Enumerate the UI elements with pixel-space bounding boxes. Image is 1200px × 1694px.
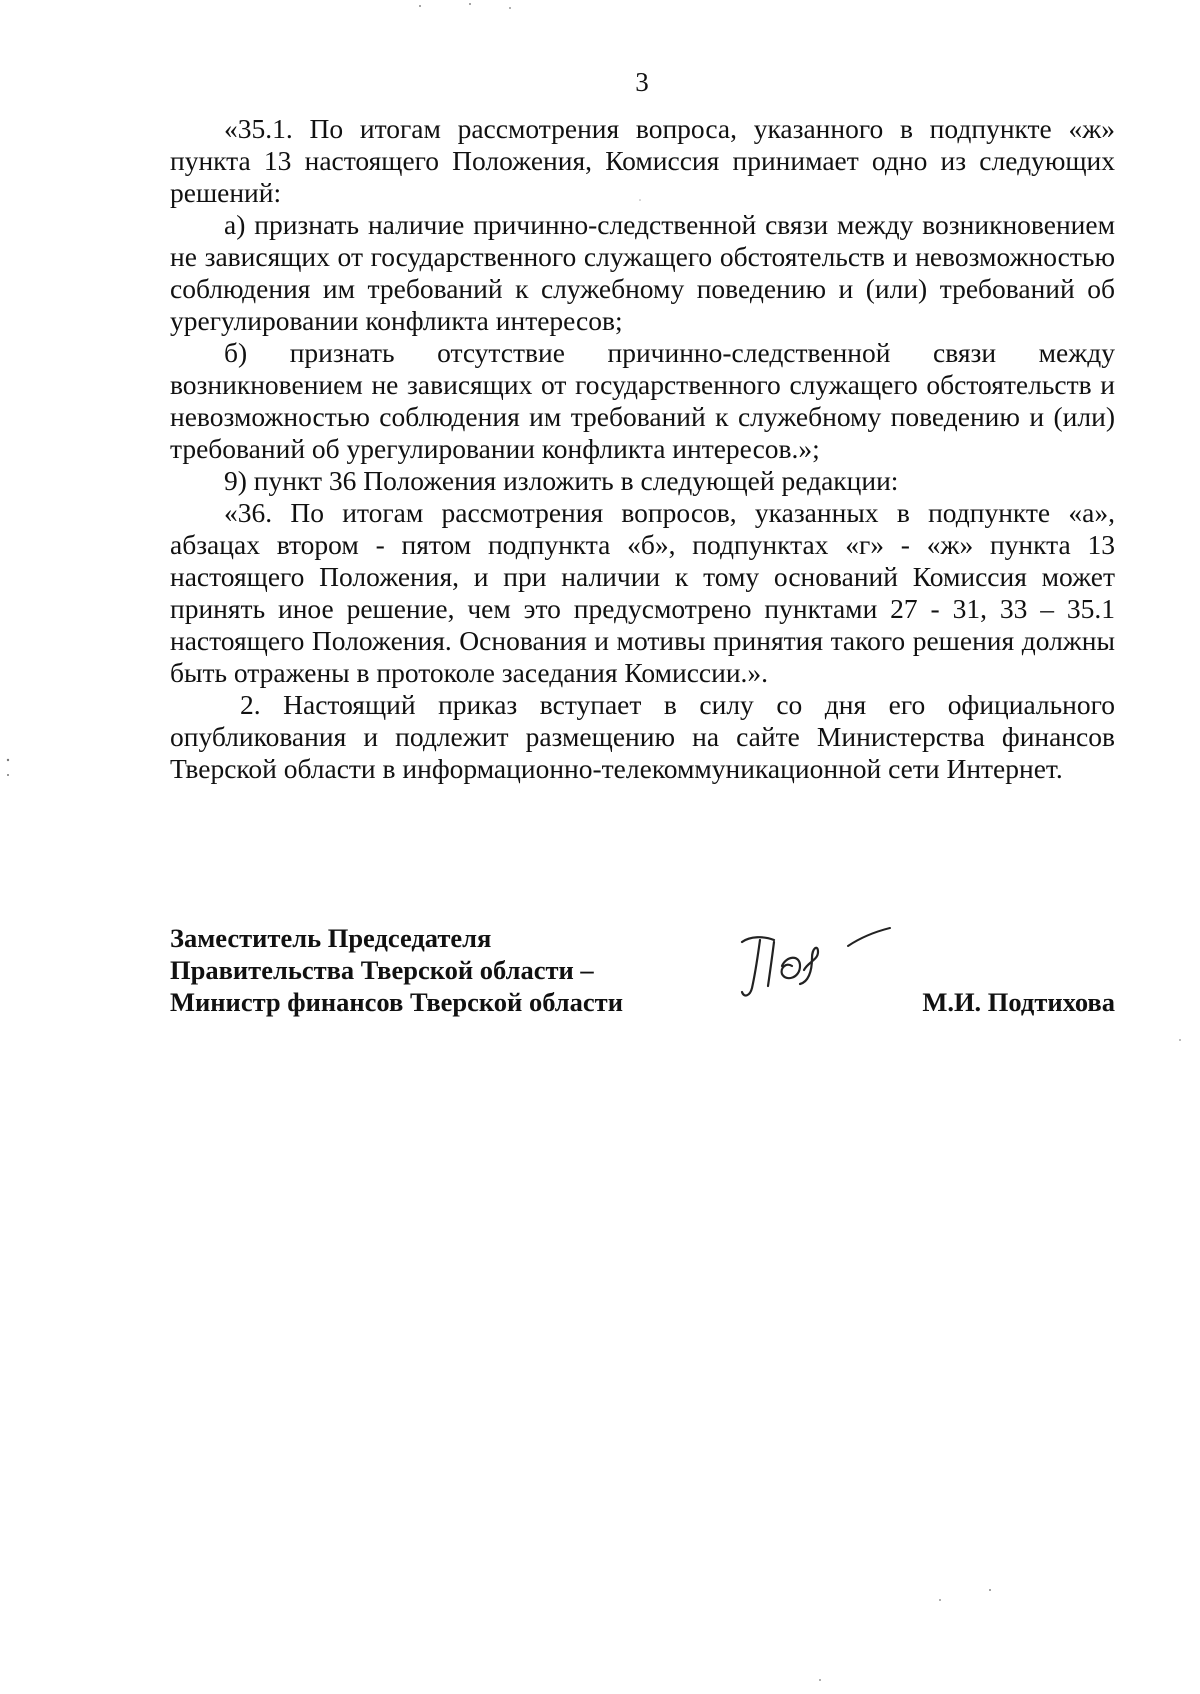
paragraph-item-b: б) признать отсутствие причинно-следственной связи между возникновением не зависящих от государственного служащего обстоятельств и невозможностью соблюдения им требований к служебному поведению и (или) требований об урегулировании конфликта интересов.»;	[170, 337, 1115, 464]
paragraph-item-9: 9) пункт 36 Положения изложить в следующей редакции:	[224, 465, 899, 496]
signatory-title	[170, 922, 623, 1018]
signatory-title-line: Правительства Тверской области –	[170, 955, 594, 985]
paragraph-35-1: «35.1. По итогам рассмотрения вопроса, указанного в подпункте «ж» пункта 13 настоящего Положения, Комиссия принимает одно из следующих решений:	[170, 113, 1115, 208]
signatory-name: М.И. Подтихова	[922, 987, 1115, 1017]
handwritten-signature	[730, 922, 900, 1012]
page-number: 3	[635, 67, 649, 97]
paragraph-item-a: а) признать наличие причинно-следственной связи между возникновением не зависящих от государственного служащего обстоятельств и невозможностью соблюдения им требований к служебному поведению и (или) требований об урегулировании конфликта интересов;	[170, 209, 1115, 336]
paragraph-36: «36. По итогам рассмотрения вопросов, указанных в подпункте «а», абзацах втором - пятом подпункта «б», подпунктах «г» - «ж» пункта 13 настоящего Положения, и при наличии к тому оснований Комиссия может принять иное решение, чем это предусмотрено пунктами 27 - 31, 33 – 35.1 настоящего Положения. Основания и мотивы принятия такого решения должны быть отражены в протоколе заседания Комиссии.».	[170, 497, 1115, 688]
paragraph-2: 2. Настоящий приказ вступает в силу со дня его официального опубликования и подлежит размещению на сайте Министерства финансов Тверской области в информационно-телекоммуникационной сети Интернет.	[170, 689, 1115, 784]
signature-block	[170, 922, 1115, 1032]
signatory-title-line: Заместитель Председателя	[170, 923, 492, 953]
document-body	[170, 113, 1115, 785]
signatory-title-line: Министр финансов Тверской области	[170, 987, 623, 1017]
